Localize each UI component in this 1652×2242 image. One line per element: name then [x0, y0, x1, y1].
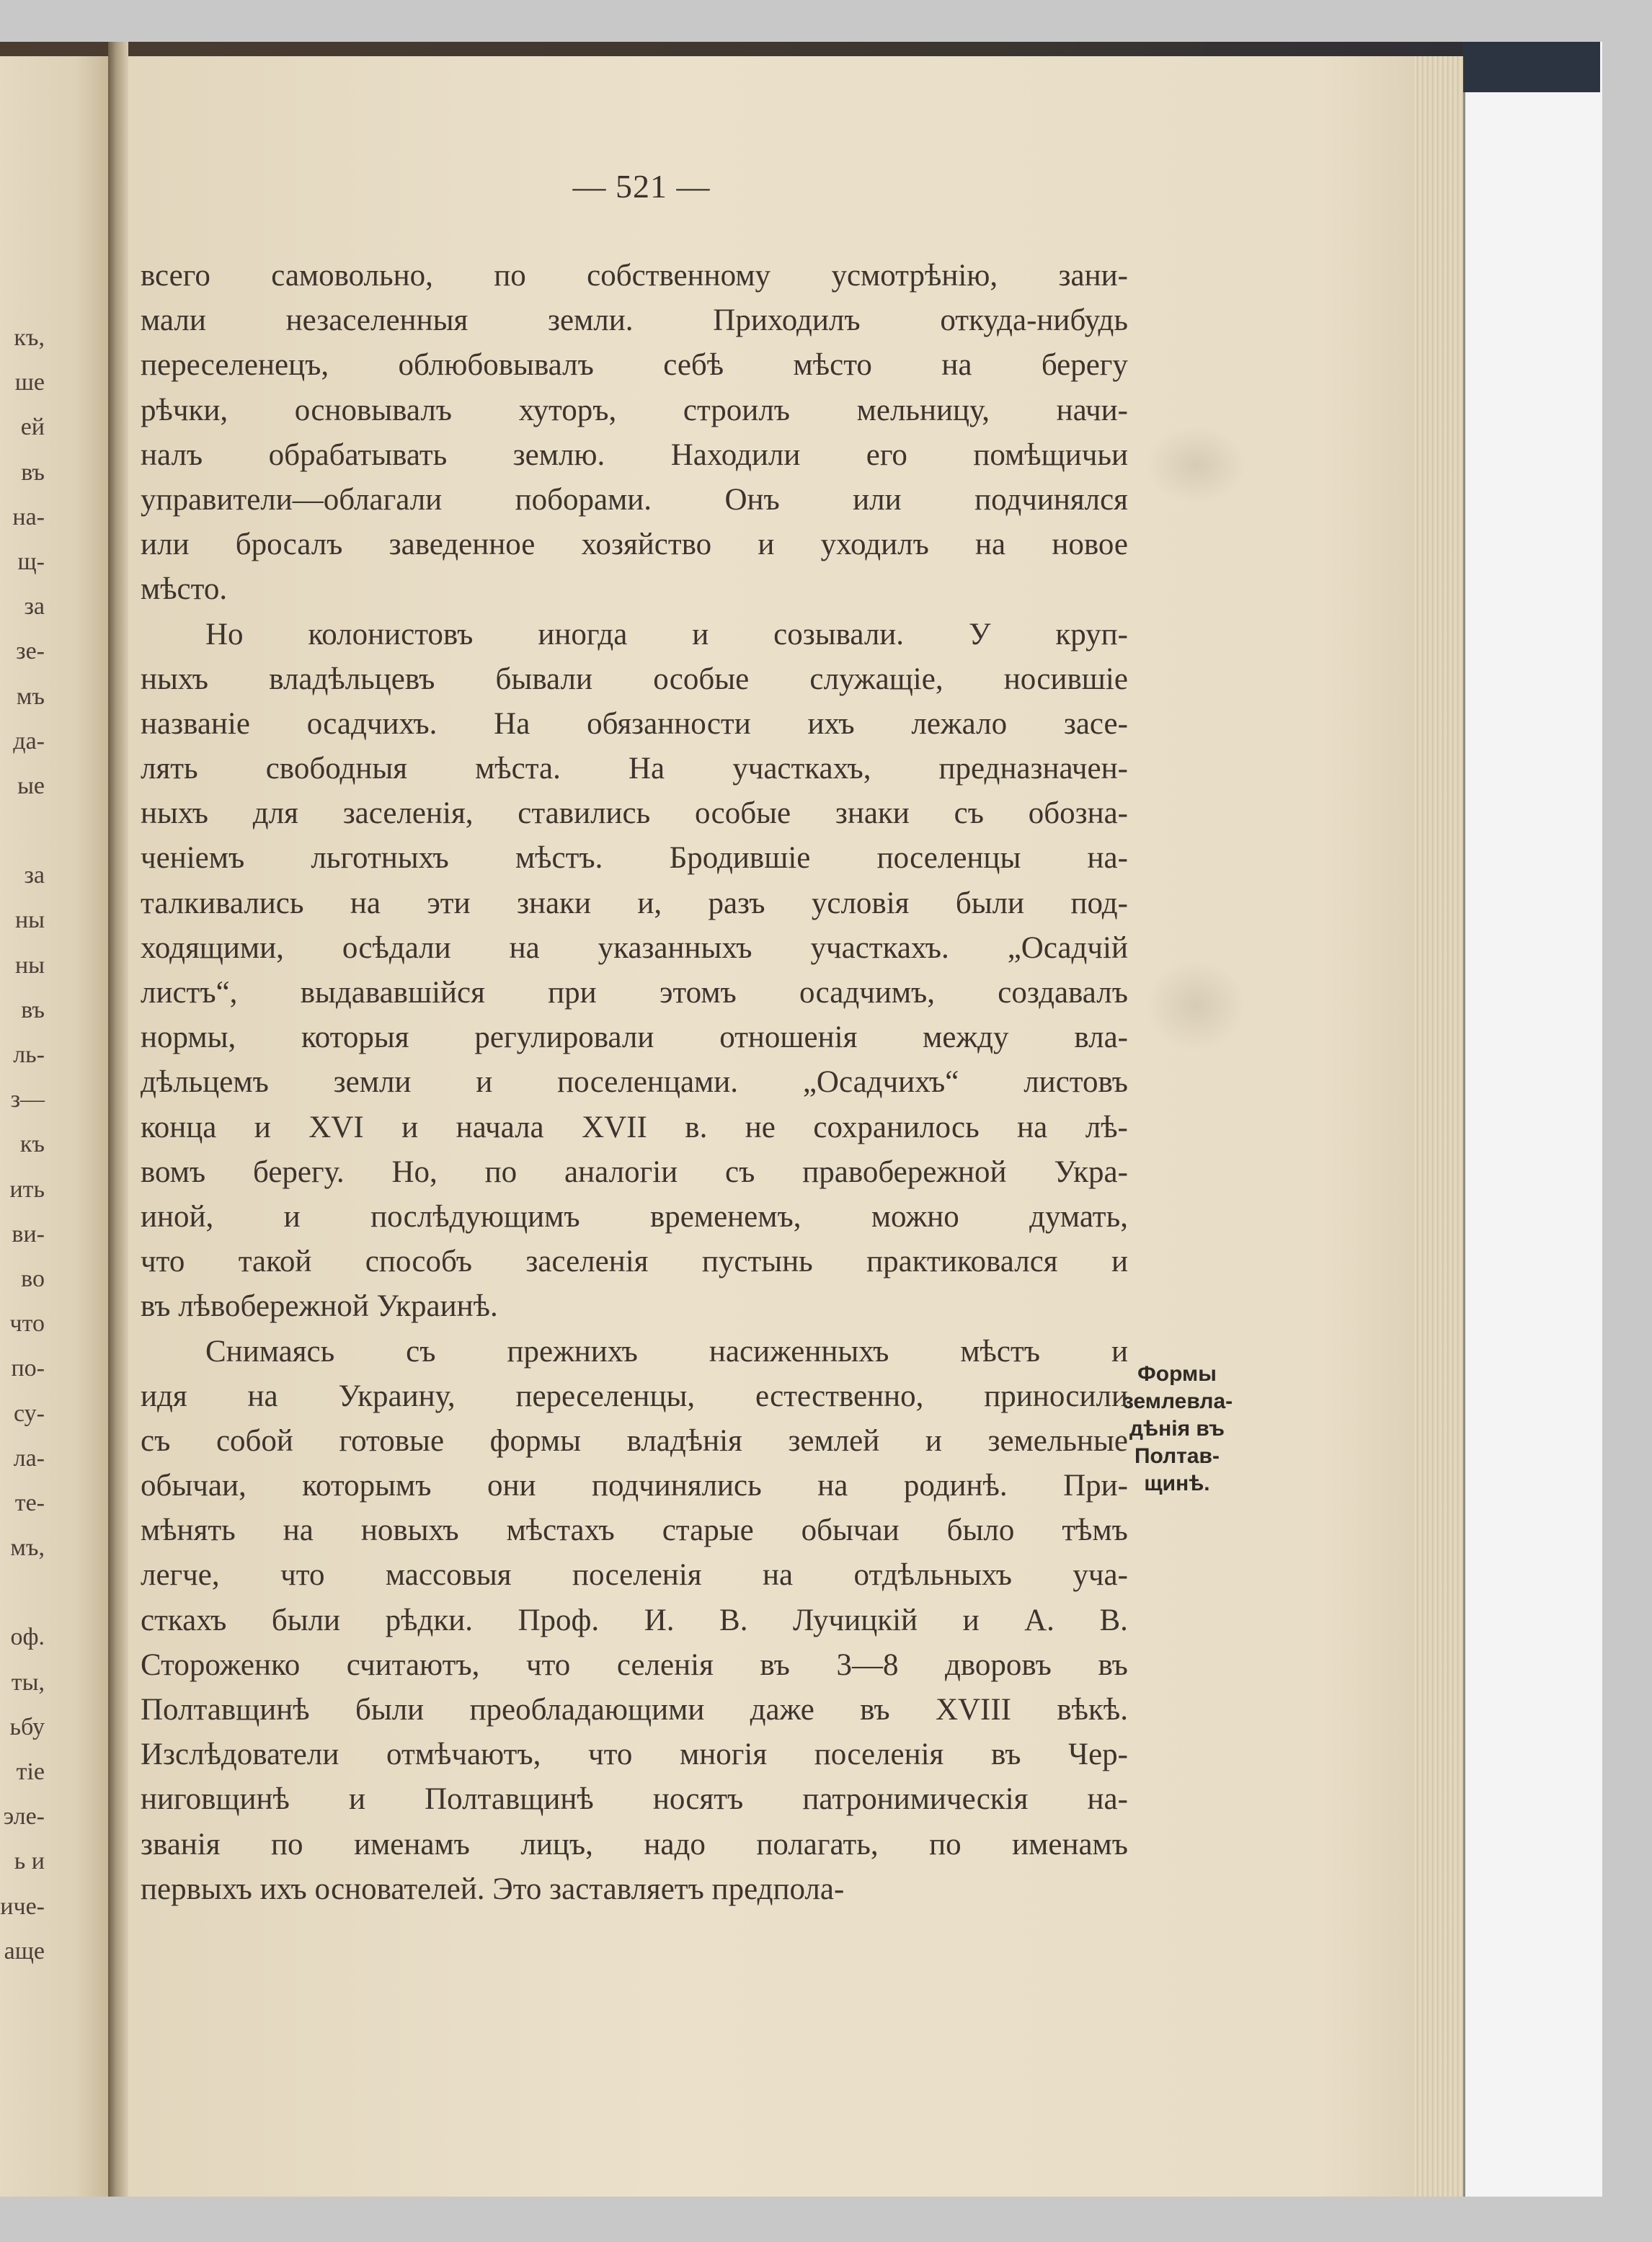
faint-bleed-through-note: [1146, 425, 1247, 504]
text-line: съ собой готовые формы владѣнія землей и земельные: [141, 1423, 1128, 1458]
left-page-fragment: ты,: [11, 1668, 45, 1696]
left-page-fragment: ить: [9, 1175, 45, 1203]
left-page-fragment: за: [24, 862, 45, 889]
text-line: Но колонистовъ иногда и созывали. У круп-: [205, 617, 1128, 651]
text-line: что такой способъ заселенія пустынь практиковался и: [141, 1245, 1128, 1279]
margin-note: [1123, 1361, 1231, 1498]
margin-note-line: щинѣ.: [1144, 1472, 1210, 1495]
left-page-fragment: те-: [14, 1489, 45, 1516]
left-page-fragment: аще: [4, 1937, 45, 1965]
left-page-fragment: ла-: [13, 1444, 45, 1472]
margin-note-line: дѣнія въ: [1129, 1417, 1225, 1441]
text-line: сткахъ были рѣдки. Проф. И. В. Лучицкій и А. В.: [141, 1603, 1128, 1637]
text-line: ходящими, осѣдали на указанныхъ участкахъ. „Осадчій: [141, 930, 1128, 965]
text-line: ныхъ владѣльцевъ бывали особые служащіе, носившіе: [141, 662, 1128, 696]
text-line: ниговщинѣ и Полтавщинѣ носятъ патронимическія на-: [141, 1782, 1128, 1817]
left-page-fragment: къ: [19, 1131, 45, 1158]
left-page-fragment: мъ,: [10, 1534, 45, 1562]
margin-note-line: Формы: [1137, 1362, 1217, 1386]
left-page-fragment: су-: [14, 1400, 45, 1427]
text-line: иной, и послѣдующимъ временемъ, можно думать,: [141, 1199, 1128, 1234]
left-page-fragment: ви-: [12, 1220, 45, 1247]
faint-bleed-through-note: [1146, 958, 1247, 1052]
text-line: званія по именамъ лицъ, надо полагать, по именамъ: [141, 1827, 1128, 1861]
left-page-fragment: ь и: [14, 1848, 45, 1875]
left-page-fragment: зе-: [16, 638, 45, 665]
left-page-fragment: мъ: [16, 682, 45, 710]
left-page-fragment: тіе: [16, 1758, 45, 1785]
text-line: вомъ берегу. Но, по аналогіи съ правобережной Укра-: [141, 1155, 1128, 1189]
left-page-fragment: по-: [11, 1355, 45, 1382]
page-number: — 521 —: [572, 168, 711, 205]
left-page-fragment: ны: [14, 907, 45, 934]
text-line: талкивались на эти знаки и, разъ условія были под-: [141, 886, 1128, 920]
text-line: листъ“, выдававшійся при этомъ осадчимъ, создавалъ: [141, 976, 1128, 1010]
text-line: ченіемъ льготныхъ мѣстъ. Бродившіе поселенцы на-: [141, 841, 1128, 876]
margin-note-line: Полтав-: [1134, 1444, 1220, 1468]
left-page-fragment: да-: [13, 727, 45, 755]
body-text: [141, 254, 1128, 1912]
page-edges: [1413, 56, 1463, 2197]
text-line: мали незаселенныя земли. Приходилъ откуда-нибудь: [141, 303, 1128, 338]
text-line: идя на Украину, переселенцы, естественно, приносили: [141, 1379, 1128, 1413]
left-page-text-fragments: [0, 316, 45, 1974]
left-page-fragment: [0, 809, 45, 853]
text-line: первыхъ ихъ основателей. Это заставляетъ предпола-: [141, 1872, 845, 1906]
left-page-fragment: что: [9, 1310, 45, 1338]
text-line: дѣльцемъ земли и поселенцами. „Осадчихъ“ листовъ: [141, 1065, 1128, 1100]
left-page-fragment: на-: [12, 503, 45, 530]
text-line: легче, что массовыя поселенія на отдѣльныхъ уча-: [141, 1558, 1128, 1593]
left-page-fragment: къ,: [14, 324, 45, 351]
book-top-edge: [0, 42, 1600, 56]
left-page-fragment: ны: [14, 951, 45, 979]
text-line: ныхъ для заселенія, ставились особые знаки съ обозна-: [141, 796, 1128, 831]
left-page-fragment: въ: [21, 996, 45, 1023]
text-line: рѣчки, основывалъ хуторъ, строилъ мельницу, начи-: [141, 393, 1128, 427]
text-line: лять свободныя мѣста. На участкахъ, предназначен-: [141, 752, 1128, 786]
left-page-fragment: ые: [17, 772, 45, 799]
text-line: обычаи, которымъ они подчинялись на родинѣ. При-: [141, 1469, 1128, 1503]
left-page-fragment: щ-: [17, 548, 45, 575]
left-page-fragment: ьбу: [9, 1713, 45, 1740]
left-page-fragment: [0, 1570, 45, 1615]
left-page: [0, 56, 108, 2197]
text-line: переселенецъ, облюбовывалъ себѣ мѣсто на берегу: [141, 348, 1128, 383]
left-page-fragment: ей: [20, 414, 45, 441]
left-page-fragment: з—: [10, 1086, 45, 1113]
text-line: мѣнять на новыхъ мѣстахъ старые обычаи было тѣмъ: [141, 1513, 1128, 1548]
text-line: Стороженко считаютъ, что селенія въ 3—8 дворовъ въ: [141, 1647, 1128, 1682]
cover-top-band: [1463, 42, 1600, 92]
left-page-fragment: ль-: [13, 1041, 45, 1068]
left-page-fragment: иче-: [0, 1892, 45, 1920]
text-line: управители—облагали поборами. Онъ или подчинялся: [141, 482, 1128, 517]
left-page-fragment: во: [21, 1265, 45, 1292]
text-line: Полтавщинѣ были преобладающими даже въ XVIII вѣкѣ.: [141, 1693, 1128, 1727]
text-line: всего самовольно, по собственному усмотрѣнію, зани-: [141, 259, 1128, 293]
left-page-fragment: за: [24, 593, 45, 620]
text-line: конца и XVI и начала XVII в. не сохранилось на лѣ-: [141, 1110, 1128, 1144]
text-line: Изслѣдователи отмѣчаютъ, что многія поселенія въ Чер-: [141, 1738, 1128, 1772]
text-line: налъ обрабатывать землю. Находили его помѣщичьи: [141, 437, 1128, 472]
margin-note-line: землевла-: [1123, 1389, 1233, 1413]
text-line: Снимаясь съ прежнихъ насиженныхъ мѣстъ и: [205, 1334, 1128, 1369]
text-line: мѣсто.: [141, 572, 228, 607]
text-line: въ лѣвобережной Украинѣ.: [141, 1289, 498, 1324]
text-line: названіе осадчихъ. На обязанности ихъ лежало засе-: [141, 706, 1128, 741]
left-page-fragment: въ: [21, 458, 45, 486]
text-line: нормы, которыя регулировали отношенія между вла-: [141, 1020, 1128, 1055]
back-cover: [1463, 42, 1602, 2197]
left-page-fragment: оф.: [10, 1624, 45, 1651]
left-page-fragment: эле-: [3, 1803, 45, 1830]
text-line: или бросалъ заведенное хозяйство и уходилъ на новое: [141, 528, 1128, 562]
book-gutter: [108, 42, 128, 2197]
left-page-fragment: ше: [14, 369, 45, 396]
